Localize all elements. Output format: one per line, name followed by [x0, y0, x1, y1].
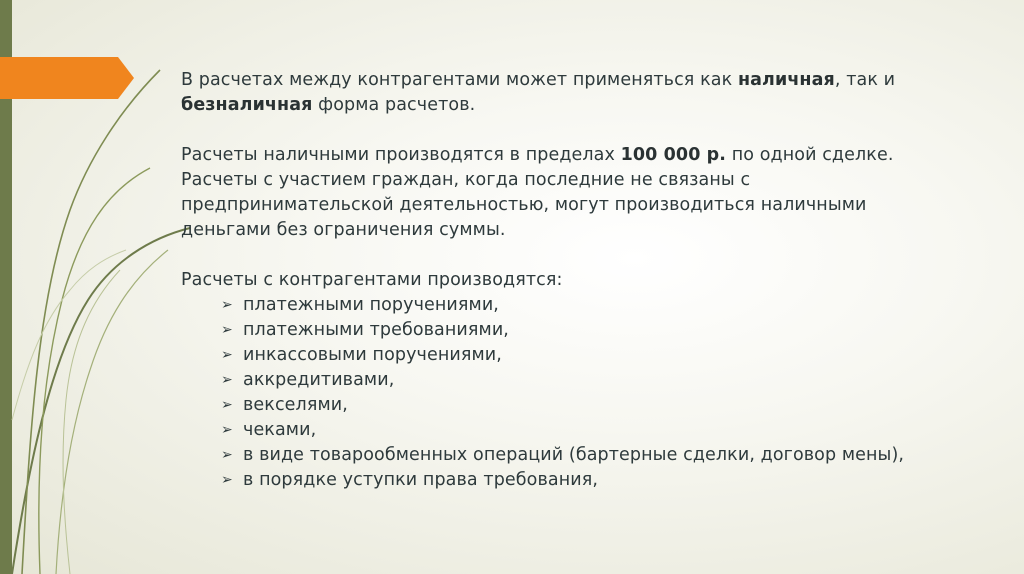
list-item — [221, 468, 1001, 493]
bullet-arrow-icon: ➢ — [221, 347, 233, 363]
text-segment: форма расчетов. — [312, 95, 476, 115]
list-item — [221, 293, 1001, 318]
text-segment: , так и — [834, 70, 896, 90]
bullet-arrow-icon: ➢ — [221, 297, 233, 313]
paragraph-cash-limit — [181, 143, 1001, 243]
list-item-text: в виде товарообменных операций (бартерные сделки, договор мены), — [243, 445, 905, 465]
list-item-text: векселями, — [243, 395, 348, 415]
text-segment: В расчетах между контрагентами может применяться как — [181, 70, 738, 90]
bullet-arrow-icon: ➢ — [221, 422, 233, 438]
bullet-arrow-icon: ➢ — [221, 322, 233, 338]
list-item-text: в порядке уступки права требования, — [243, 470, 599, 490]
list-item — [221, 393, 1001, 418]
list-item-text: инкассовыми поручениями, — [243, 345, 502, 365]
text-segment: Расчеты наличными производятся в пределах — [181, 145, 621, 165]
text-segment: по одной сделке. — [726, 145, 894, 165]
text-line: предпринимательской деятельностью, могут производиться наличными — [181, 195, 867, 215]
list-item-text: чеками, — [243, 420, 317, 440]
bullet-arrow-icon: ➢ — [221, 447, 233, 463]
payment-methods-list — [181, 293, 1001, 493]
list-item — [221, 318, 1001, 343]
list-item-text: платежными поручениями, — [243, 295, 499, 315]
text-line: деньгами без ограничения суммы. — [181, 220, 506, 240]
bullet-arrow-icon: ➢ — [221, 472, 233, 488]
list-item — [221, 443, 1001, 468]
bullet-arrow-icon: ➢ — [221, 372, 233, 388]
bold-term-cash: наличная — [737, 70, 835, 90]
bold-term-noncash: безналичная — [181, 95, 313, 115]
list-item-text: аккредитивами, — [243, 370, 395, 390]
list-intro: Расчеты с контрагентами производятся: — [181, 270, 563, 290]
list-item — [221, 343, 1001, 368]
bullet-arrow-icon: ➢ — [221, 397, 233, 413]
slide-content — [181, 68, 1001, 493]
paragraph-payment-forms — [181, 68, 1001, 118]
list-item — [221, 418, 1001, 443]
text-line: Расчеты с участием граждан, когда последние не связаны с — [181, 170, 751, 190]
bold-amount: 100 000 р. — [620, 145, 727, 165]
arrow-tab-icon — [0, 57, 134, 99]
list-item-text: платежными требованиями, — [243, 320, 509, 340]
list-item — [221, 368, 1001, 393]
